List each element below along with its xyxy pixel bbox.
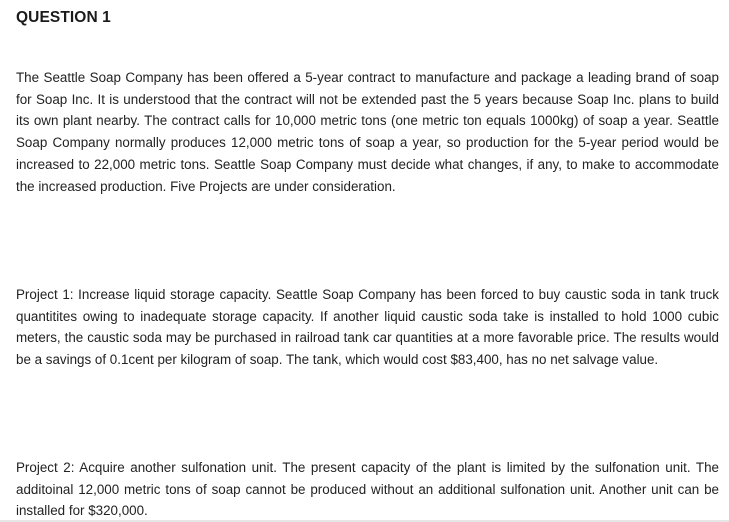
project-2-paragraph: Project 2: Acquire another sulfonation unit. The present capacity of the plant is limited by the sulfonation unit. The additoinal 12,000 metric tons of soap cannot be produced without an additional sulfonation unit. Another unit can be installed for $320,000. bbox=[16, 460, 719, 519]
project-1-paragraph: Project 1: Increase liquid storage capacity. Seattle Soap Company has been forced to buy caustic soda in tank truck quantitites owing to inadequate storage capacity. If another liquid caustic soda take is installed to hold 1000 cubic meters, the caustic soda may be purchased in railroad tank car quantities at a more favorable price. The results would be a savings of 0.1cent per kilogram of soap. The tank, which would cost $83,400, has no net salvage value. bbox=[16, 287, 719, 368]
question-heading: QUESTION 1 bbox=[16, 9, 111, 26]
intro-paragraph: The Seattle Soap Company has been offered a 5-year contract to manufacture and package a leading brand of soap for Soap Inc. It is understood that the contract will not be extended past the 5 years because Soap Inc. plans to build its own plant nearby. The contract calls for 10,000 metric tons (one metric ton equals 1000kg) of soap a year. Seattle Soap Company normally produces 12,000 metric tons of soap a year, so production for the 5-year period would be increased to 22,000 metric tons. Seattle Soap Company must decide what changes, if any, to make to accommodate the increased production. Five Projects are under consideration. bbox=[16, 70, 719, 194]
